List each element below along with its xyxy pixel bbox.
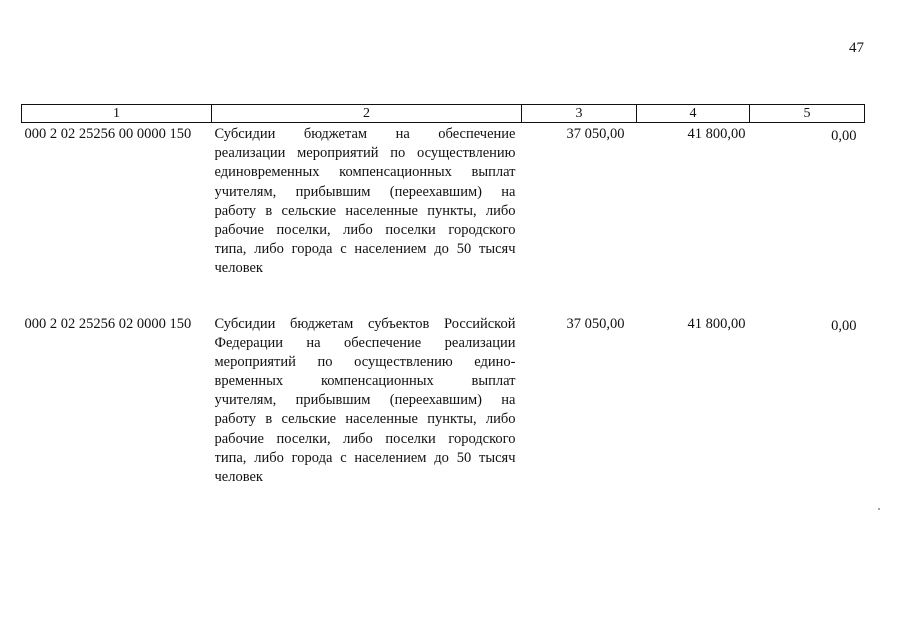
value-col-3: 37 050,00 bbox=[566, 126, 625, 142]
column-header-1: 1 bbox=[22, 105, 212, 123]
scan-speck bbox=[878, 508, 880, 510]
page-number: 47 bbox=[849, 40, 864, 56]
name-line: человек bbox=[214, 260, 263, 277]
name-line: типа, либо города с населением до 50 тысяч bbox=[214, 241, 516, 258]
name-line: учителям, прибывшим (переехавшим) на bbox=[214, 392, 516, 409]
name-line: Субсидии бюджетам на обеспечение bbox=[214, 126, 516, 142]
value-col-4: 41 800,00 bbox=[687, 126, 746, 142]
name-line: мероприятий по осуществлению едино- bbox=[214, 353, 516, 370]
budget-table bbox=[21, 104, 865, 521]
name-line: рабочие поселки, либо поселки городского bbox=[214, 430, 516, 447]
name-line: Субсидии бюджетам субъектов Российской bbox=[214, 315, 516, 332]
value-col-3: 37 050,00 bbox=[566, 315, 625, 332]
name-line: работу в сельские населенные пункты, либо bbox=[214, 202, 516, 219]
value-col-4: 41 800,00 bbox=[687, 315, 746, 332]
budget-item-name bbox=[212, 123, 522, 313]
table-row bbox=[22, 123, 865, 313]
name-line: типа, либо города с населением до 50 тысяч bbox=[214, 449, 516, 466]
table-header-row bbox=[22, 105, 865, 123]
column-header-5: 5 bbox=[750, 105, 865, 123]
name-line: рабочие поселки, либо поселки городского bbox=[214, 221, 516, 238]
name-line: человек bbox=[214, 469, 263, 485]
name-line: единовременных компенсационных выплат bbox=[214, 164, 516, 181]
column-header-2: 2 bbox=[212, 105, 522, 123]
name-line: учителям, прибывшим (переехавшим) на bbox=[214, 183, 516, 200]
budget-code: 000 2 02 25256 02 0000 150 bbox=[24, 315, 192, 332]
name-line: работу в сельские населенные пункты, либо bbox=[214, 411, 516, 428]
budget-item-name bbox=[212, 313, 522, 522]
table-row bbox=[22, 313, 865, 522]
budget-code: 000 2 02 25256 00 0000 150 bbox=[24, 126, 192, 142]
column-header-4: 4 bbox=[637, 105, 750, 123]
name-line: временных компенсационных выплат bbox=[214, 373, 516, 390]
column-header-3: 3 bbox=[522, 105, 637, 123]
value-col-5: 0,00 bbox=[831, 317, 857, 334]
name-line: Федерации на обеспечение реализации bbox=[214, 334, 516, 351]
name-line: реализации мероприятий по осуществлению bbox=[214, 145, 516, 162]
value-col-5: 0,00 bbox=[831, 128, 857, 144]
